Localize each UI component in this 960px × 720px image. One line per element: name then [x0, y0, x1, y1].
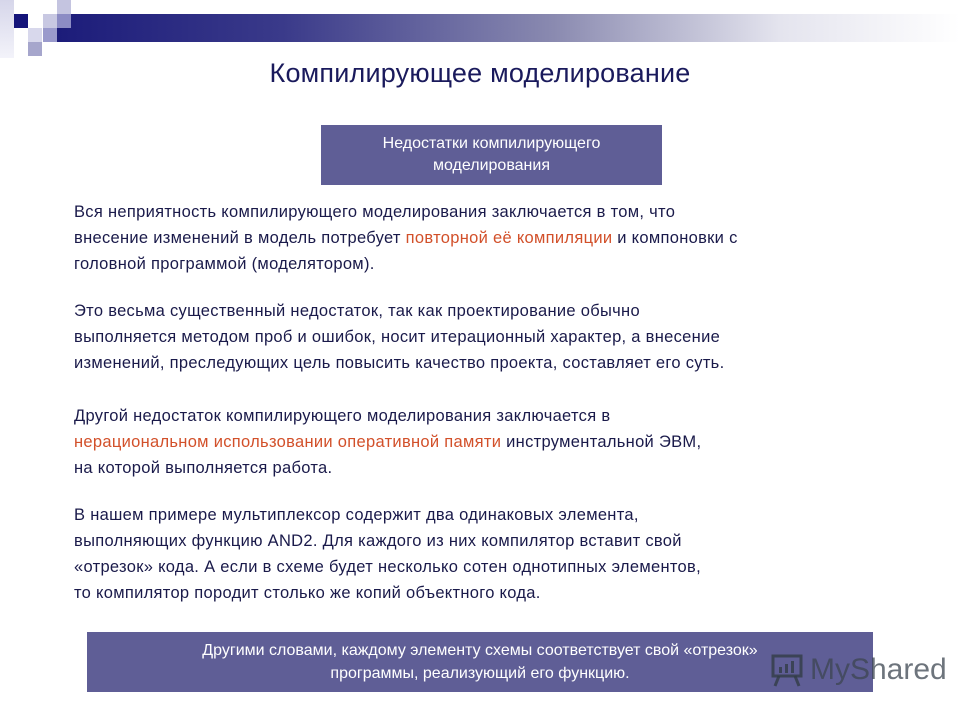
paragraph-memory-usage: [74, 403, 934, 481]
paragraph-line: изменений, преследующих цель повысить качество проекта, составляет его суть.: [74, 354, 725, 372]
summary-line: программы, реализующий его функцию.: [330, 665, 630, 682]
decorative-side-gradient: [0, 0, 14, 58]
highlighted-text: повторной её компиляции: [405, 229, 613, 247]
watermark-text: MyShared: [810, 653, 947, 686]
decorative-square: [28, 28, 42, 42]
paragraph-multiplexer-example: [74, 502, 934, 606]
paragraph-recompilation: [74, 199, 934, 277]
paragraph-line: Вся неприятность компилирующего моделирования заключается в том, что: [74, 203, 676, 221]
presentation-board-icon: [770, 652, 804, 688]
paragraph-line: Другой недостаток компилирующего моделирования заключается в: [74, 407, 611, 425]
decorative-header-bar: [57, 14, 960, 42]
decorative-square: [57, 14, 71, 28]
subtitle-box: [321, 125, 662, 185]
decorative-square: [28, 42, 42, 56]
paragraph-line: Это весьма существенный недостаток, так как проектирование обычно: [74, 302, 640, 320]
subtitle-line: моделирования: [433, 157, 550, 174]
paragraph-line: внесение изменений в модель потребует повторной её компиляции и компоновки с: [74, 229, 738, 247]
watermark: [770, 652, 947, 688]
decorative-square: [43, 28, 57, 42]
decorative-square: [57, 0, 71, 14]
paragraph-line: выполняющих функцию AND2. Для каждого из них компилятор вставит свой: [74, 532, 682, 550]
slide-title: Компилирующее моделирование: [269, 58, 691, 88]
decorative-square: [14, 14, 28, 28]
decorative-square: [43, 14, 57, 28]
paragraph-line: на которой выполняется работа.: [74, 459, 333, 477]
paragraph-line: нерациональном использовании оперативной памяти инструментальной ЭВМ,: [74, 433, 702, 451]
summary-box: [87, 632, 873, 692]
subtitle-line: Недостатки компилирующего: [382, 135, 601, 152]
paragraph-line: то компилятор породит столько же копий объектного кода.: [74, 584, 541, 602]
paragraph-iterative-design: [74, 298, 934, 376]
highlighted-text: нерациональном использовании оперативной памяти: [74, 433, 502, 451]
paragraph-line: выполняется методом проб и ошибок, носит итерационный характер, а внесение: [74, 328, 721, 346]
summary-line: Другими словами, каждому элементу схемы соответствует свой «отрезок»: [202, 642, 758, 659]
paragraph-line: «отрезок» кода. А если в схеме будет несколько сотен однотипных элементов,: [74, 558, 701, 576]
paragraph-line: головной программой (моделятором).: [74, 255, 375, 273]
paragraph-line: В нашем примере мультиплексор содержит два одинаковых элемента,: [74, 506, 639, 524]
